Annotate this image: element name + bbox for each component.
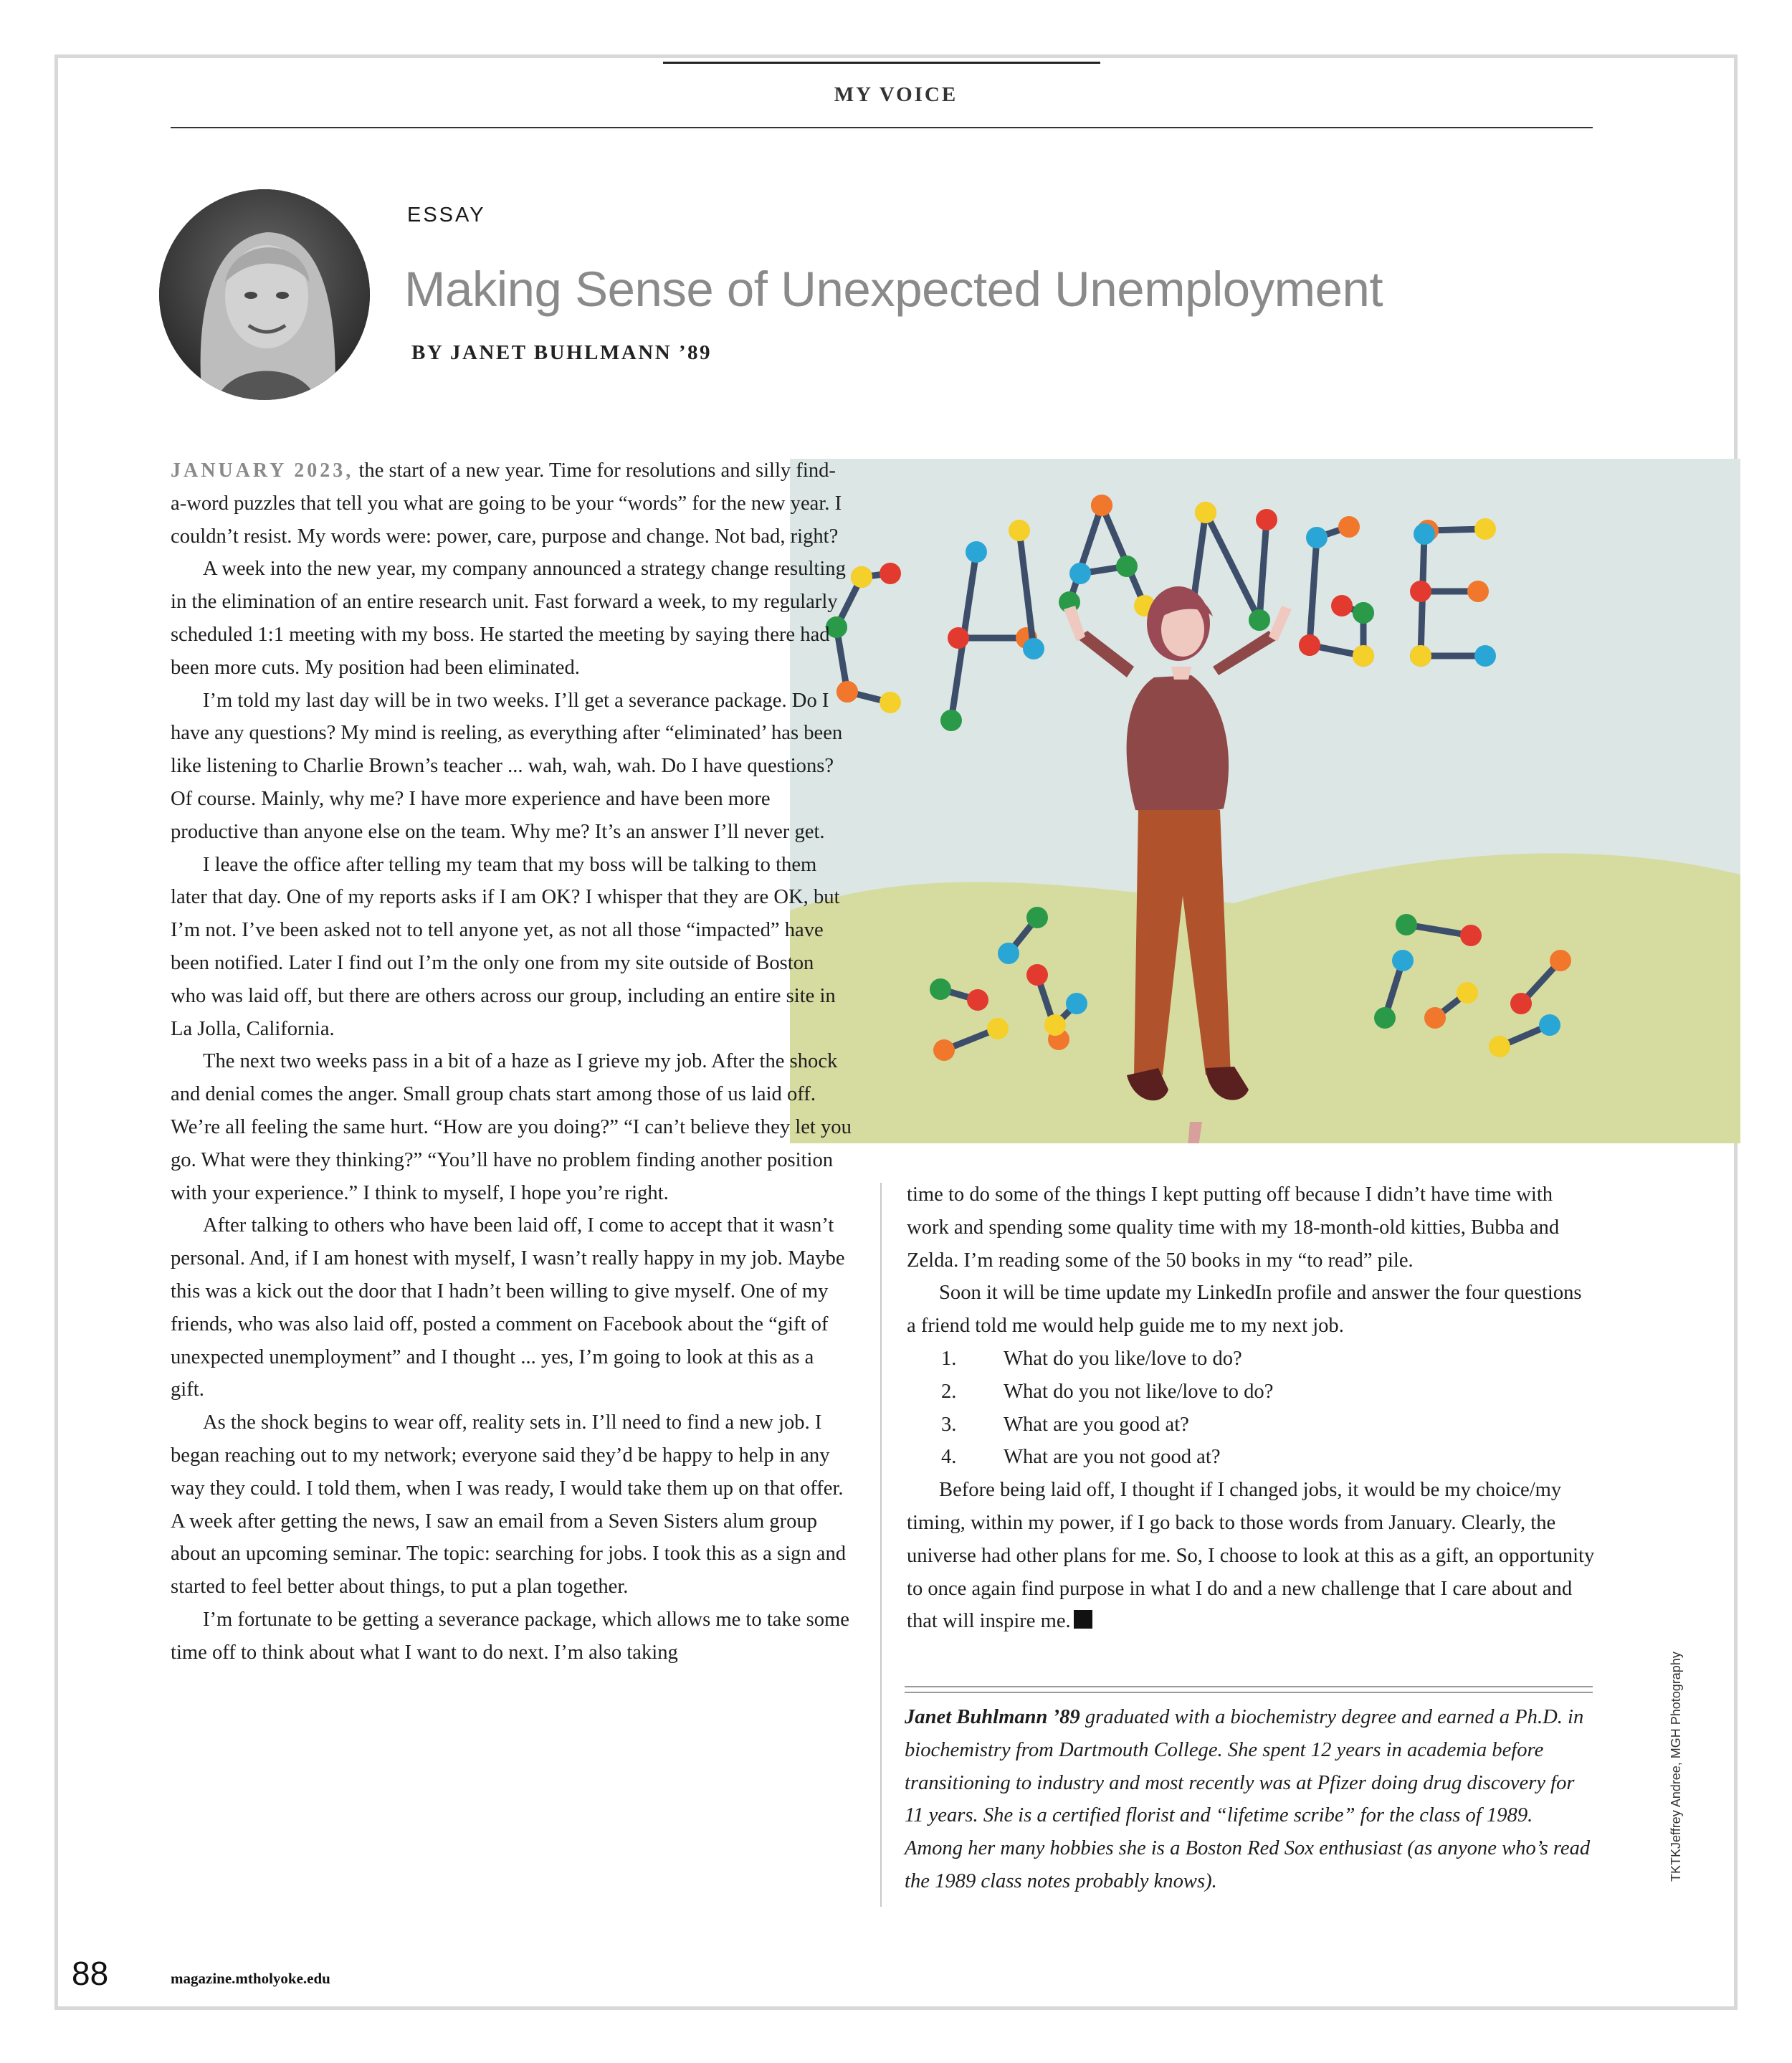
change-illustration bbox=[790, 459, 1740, 1143]
bio-rule bbox=[905, 1692, 1593, 1693]
bio-rule bbox=[905, 1686, 1593, 1687]
end-mark-icon bbox=[1074, 1610, 1092, 1629]
list-item: 3. What are you good at? bbox=[941, 1413, 1189, 1436]
paragraph-1: JANUARY 2023, the start of a new year. Time for resolutions and silly find-a-word puzzles that tell you what are going to be your “words” for the new year. I couldn’t resist. My words were: power, care, purpose and change. Not bad, right? bbox=[171, 459, 842, 548]
paragraph-8-continued: time to do some of the things I kept putting off because I didn’t have time with work and spending some quality time with my 18-month-old kitties, Bubba and Zelda. I’m reading some of the 50 books in my “to read” pile. bbox=[907, 1183, 1560, 1272]
page-number: 88 bbox=[72, 1955, 109, 1992]
list-item: 2. What do you not like/love to do? bbox=[941, 1380, 1274, 1403]
paragraph-8: I’m fortunate to be getting a severance package, which allows me to take some time off to think about what I want to do next. I’m also taking bbox=[171, 1608, 849, 1664]
paragraph-5: The next two weeks pass in a bit of a haze as I grieve my job. After the shock and denial comes the anger. Small group chats start among those of us laid off. We’re all feeling the same hurt. “How are you doing?” “I can’t believe they let you go. What were they thinking?” “You’ll have no problem finding another position with your experience.” I think to myself, I hope you’re right. bbox=[171, 1050, 852, 1204]
photo-credit: TKTKJeffrey Andree, MGH Photography bbox=[1669, 1652, 1683, 1882]
footer-url: magazine.mtholyoke.edu bbox=[171, 1970, 330, 1987]
body-column-2 bbox=[907, 1178, 1595, 1638]
lead-in: JANUARY 2023, bbox=[171, 459, 354, 482]
paragraph-7: As the shock begins to wear off, reality sets in. I’ll need to find a new job. I began reaching out to my network; everyone said they’d be happy to help in any way they could. I told them, when I was ready, I would take them up on that offer. A week after getting the news, I saw an email from a Seven Sisters alum group about an upcoming seminar. The topic: searching for jobs. I took this as a sign and started to feel better about things, to put a plan together. bbox=[171, 1411, 847, 1599]
paragraph-9: Soon it will be time update my LinkedIn profile and answer the four questions a friend told me would help guide me to my next job. bbox=[907, 1282, 1582, 1338]
paragraph-6: After talking to others who have been laid off, I come to accept that it wasn’t personal. And, if I am honest with myself, I wasn’t really happy in my job. Maybe this was a kick out the door that I hadn’t been willing to give myself. One of my friends, who was also laid off, posted a comment on Facebook about the “gift of unexpected unemployment” and I thought ... yes, I’m going to look at this as a gift. bbox=[171, 1214, 845, 1401]
header-rule bbox=[171, 127, 1593, 128]
paragraph-2: A week into the new year, my company announced a strategy change resulting in the elimination of an entire research unit. Fast forward a week, to my regularly scheduled 1:1 meeting with my boss. He started the meeting by saying there had been more cuts. My position had been eliminated. bbox=[171, 558, 846, 679]
paragraph-3: I’m told my last day will be in two weeks. I’ll get a severance package. Do I have any questions? My mind is reeling, as everything after “eliminated’ has been like listening to Charlie Brown’s teacher ... wah, wah, wah. Do I have questions? Of course. Mainly, why me? I have more experience and have been more productive than anyone else on the team. Why me? It’s an answer I’ll never get. bbox=[171, 689, 843, 843]
body-column-1 bbox=[171, 454, 852, 1669]
column-rule bbox=[880, 1183, 882, 1907]
article-title: Making Sense of Unexpected Unemployment bbox=[404, 262, 1383, 317]
author-photo bbox=[159, 189, 370, 400]
header-rule-top bbox=[663, 62, 1100, 64]
section-label: MY VOICE bbox=[834, 83, 958, 106]
article-byline: BY JANET BUHLMANN ’89 bbox=[411, 341, 712, 364]
paragraph-4: I leave the office after telling my team that my boss will be talking to them later that day. One of my reports asks if I am OK? I whisper that they are OK, but I’m not. I’ve been asked not to tell anyone yet, as not all those “impacted” have been notified. Later I find out I’m the only one from my site outside of Boston who was laid off, but there are others across our group, including an entire site in La Jolla, California. bbox=[171, 853, 840, 1040]
article-kicker: ESSAY bbox=[407, 204, 486, 227]
paragraph-10: Before being laid off, I thought if I changed jobs, it would be my choice/my timing, within my power, if I go back to those words from January. Clearly, the universe had other plans for me. So, I choose to look at this as a gift, an opportunity to once again find purpose in what I do and a new challenge that I care about and that will inspire me. bbox=[907, 1479, 1595, 1633]
list-item: 1. What do you like/love to do? bbox=[941, 1347, 1242, 1370]
author-bio: Janet Buhlmann ’89 graduated with a biochemistry degree and earned a Ph.D. in biochemistry from Dartmouth College. She spent 12 years in academia before transitioning to industry and most recently was at Pfizer doing drug discovery for 11 years. She is a certified florist and “lifetime scribe” for the class of 1989. Among her many hobbies she is a Boston Red Sox enthusiast (as anyone who’s read the 1989 class notes probably knows). bbox=[905, 1706, 1591, 1892]
bio-name: Janet Buhlmann ’89 bbox=[905, 1706, 1080, 1728]
list-item: 4. What are you not good at? bbox=[941, 1446, 1221, 1469]
questions-list bbox=[907, 1343, 1595, 1474]
